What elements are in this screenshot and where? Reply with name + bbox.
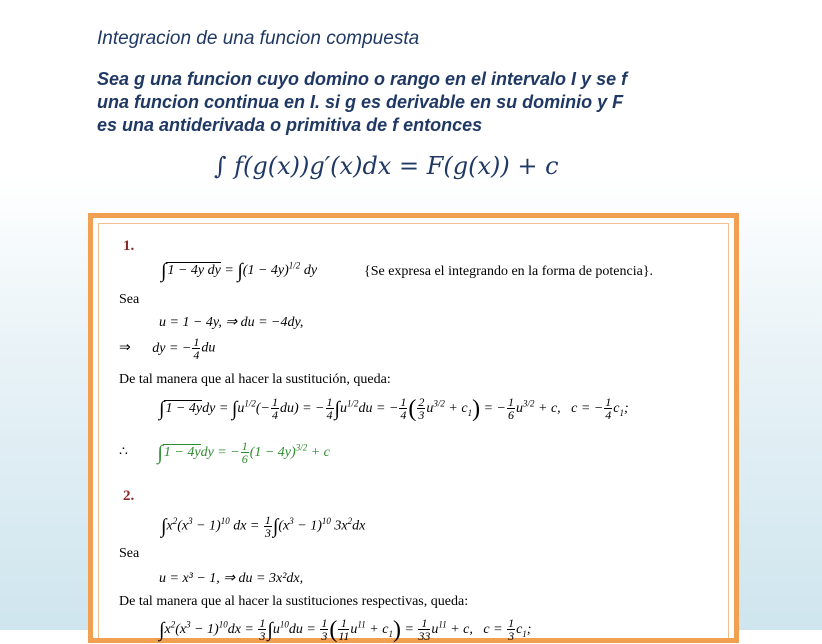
intro-line-1: Sea g una funcion cuyo domino o rango en el intervalo I y se f xyxy=(97,69,628,89)
example-1-result-den: 6 xyxy=(241,452,248,466)
therefore-symbol: ∴ xyxy=(119,444,128,460)
example-1-dy-num: 1 xyxy=(193,335,200,349)
page-title: Integracion de una funcion compuesta xyxy=(97,28,420,49)
example-1-note: {Se expresa el integrando en la forma de potencia}. xyxy=(364,264,654,279)
example-1-result: ∴ ∫1 − 4ydy = − $\frac{1}{6}$ $(1 - 4y)^{3/2} + c$ xyxy=(119,439,330,466)
example-2-sea: Sea xyxy=(119,546,140,561)
implies-symbol: ⇒ xyxy=(119,340,131,356)
example-1-integral-lhs: 1 − 4y dy xyxy=(167,263,221,278)
intro-line-2: una funcion continua en I. si g es derivable en su dominio y F xyxy=(97,92,624,112)
example-2-number: 2. xyxy=(123,488,135,504)
example-2-integral: $\int x^2(x^3 - 1)^{10}$ dx = $\frac{1}{3}$ $\int(x^3 - 1)^{10}$ $3x^2dx$ xyxy=(161,513,366,540)
example-1-result-tail: (1 − 4y) xyxy=(249,444,296,460)
example-2-after-text: De tal manera que al hacer la sustituciones respectivas, queda: xyxy=(119,594,469,609)
example-1-dy-rhs: du xyxy=(201,340,216,356)
example-1-integral: ∫1 − 4y dy = $\int(1 - 4y)^{1/2}$ dy xyxy=(161,260,318,282)
main-formula: ∫ f(g(x))g′(x)dx = F(g(x)) + c xyxy=(214,152,559,180)
example-1-result-c: + c xyxy=(307,444,330,460)
example-1-substitution: u = 1 − 4y, ⇒ du = −4dy, xyxy=(159,315,304,330)
example-2-substitution-chain: $\int x^2(x^3 - 1)^{10}dx$ = $\frac{1}{3}$ $\int u^{10}du$ = $\frac{1}{3}$ ( $\frac{1}{11}$ $u^{11} + c_1$) = $\frac{1}{33}$ $u^{11} + c$, c = $\frac{1}{3}$ $c_1$; xyxy=(159,616,532,644)
example-1-number: 1. xyxy=(123,238,135,254)
example-1-integral-rhs: (1 − 4y) xyxy=(242,263,289,278)
example-2-substitution: u = x³ − 1, ⇒ du = 3x²dx, xyxy=(159,571,304,586)
example-1-dy-lhs: dy = − xyxy=(152,340,192,356)
example-1-result-exp: 3/2 xyxy=(295,442,308,453)
example-1-dy-den: 4 xyxy=(193,348,200,362)
intro-paragraph xyxy=(97,68,737,137)
examples-inner-frame xyxy=(98,223,729,644)
example-1-substitution-chain: $\int 1 - 4ydy = \int u^{1/2}(-$ $\frac{1}{4}$ du) = − $\frac{1}{4}$ $\int u^{1/2}du$ = − $\frac{1}{4}$ ( $\frac{2}{3}$ $u^{3/2} + c_1$) = − $\frac{1}{6}$ $u^{3/2} + c$, c = − $\frac{1}{4}$ $c_1$; xyxy=(159,395,629,423)
example-1-after-text: De tal manera que al hacer la sustitución, queda: xyxy=(119,372,391,387)
examples-panel xyxy=(88,213,739,643)
intro-line-3: es una antiderivada o primitiva de f entonces xyxy=(97,115,483,135)
example-1-sea: Sea xyxy=(119,292,140,307)
example-1-integral-rhs-exp: 1/2 xyxy=(288,260,301,271)
example-1-result-num: 1 xyxy=(241,439,248,453)
example-1-dy-line xyxy=(119,336,215,361)
